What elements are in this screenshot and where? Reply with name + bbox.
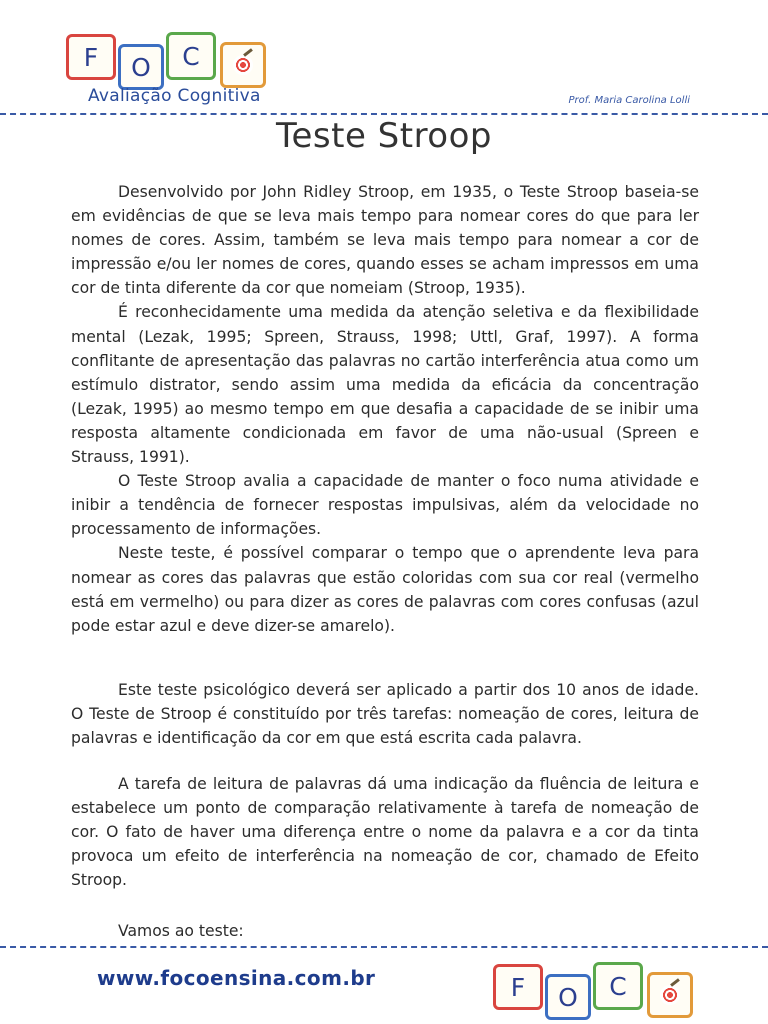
paragraph: Desenvolvido por John Ridley Stroop, em 1935, o Teste Stroop baseia-se em evidências de que se leva mais tempo para nomear cores do que para ler nomes de cores. Assim, também se leva mais tempo para nomear a cor de impressão e/ou ler nomes de cores, quando esses se acham impressos em uma cor de tinta diferente da cor que nomeiam (Stroop, 1935). (71, 183, 699, 298)
target-icon (660, 985, 680, 1005)
foco-logo-footer (493, 962, 703, 1014)
paragraph: A tarefa de leitura de palavras dá uma indicação da fluência de leitura e estabelece um ponto de comparação relativamente à tarefa de nomeação de cor. O fato de haver uma diferença entre o nome da palavra e a cor da tinta provoca um efeito de interferência na nomeação de cor, chamado de Efeito Stroop. (71, 775, 699, 890)
logo-block-c: C (593, 962, 643, 1010)
paragraph: Este teste psicológico deverá ser aplicado a partir dos 10 anos de idade. O Teste de Stroop é constituído por três tarefas: nomeação de cores, leitura de palavras e identificação da cor em que está escrita cada palavra. (71, 680, 699, 747)
paragraph: Vamos ao teste: (118, 921, 244, 940)
author-credit: Prof. Maria Carolina Lolli (568, 95, 690, 106)
tagline: Avaliação Cognitiva (88, 86, 261, 106)
logo-block-target (220, 42, 266, 88)
article-body (71, 180, 699, 943)
website-link[interactable]: www.focoensina.com.br (97, 966, 376, 990)
paragraph: Neste teste, é possível comparar o tempo que o aprendente leva para nomear as cores das palavras que estão coloridas com sua cor real (vermelho está em vermelho) ou para dizer as cores de palavras com cores confusas (azul pode estar azul e deve dizer-se amarelo). (71, 544, 699, 635)
page-title: Teste Stroop (275, 116, 492, 156)
paragraph: O Teste Stroop avalia a capacidade de manter o foco numa atividade e inibir a tendência de fornecer respostas impulsivas, além da velocidade no processamento de informações. (71, 472, 699, 539)
paragraph: É reconhecidamente uma medida da atenção seletiva e da flexibilidade mental (Lezak, 1995; Spreen, Strauss, 1998; Uttl, Graf, 1997). A forma conflitante de apresentação das palavras no cartão interferência atua como um estímulo distrator, sendo assim uma medida da eficácia da concentração (Lezak, 1995) ao mesmo tempo em que desafia a capacidade de se inibir uma resposta altamente condicionada em favor de uma não-usual (Spreen e Strauss, 1991). (71, 303, 699, 467)
target-icon (233, 55, 253, 75)
logo-block-target (647, 972, 693, 1018)
logo-block-o: O (118, 44, 164, 90)
header-divider (0, 113, 768, 115)
logo-block-f: F (493, 964, 543, 1010)
logo-block-f: F (66, 34, 116, 80)
logo-block-o: O (545, 974, 591, 1020)
logo-block-c: C (166, 32, 216, 80)
footer-divider (0, 946, 768, 948)
foco-logo-header (66, 32, 276, 84)
